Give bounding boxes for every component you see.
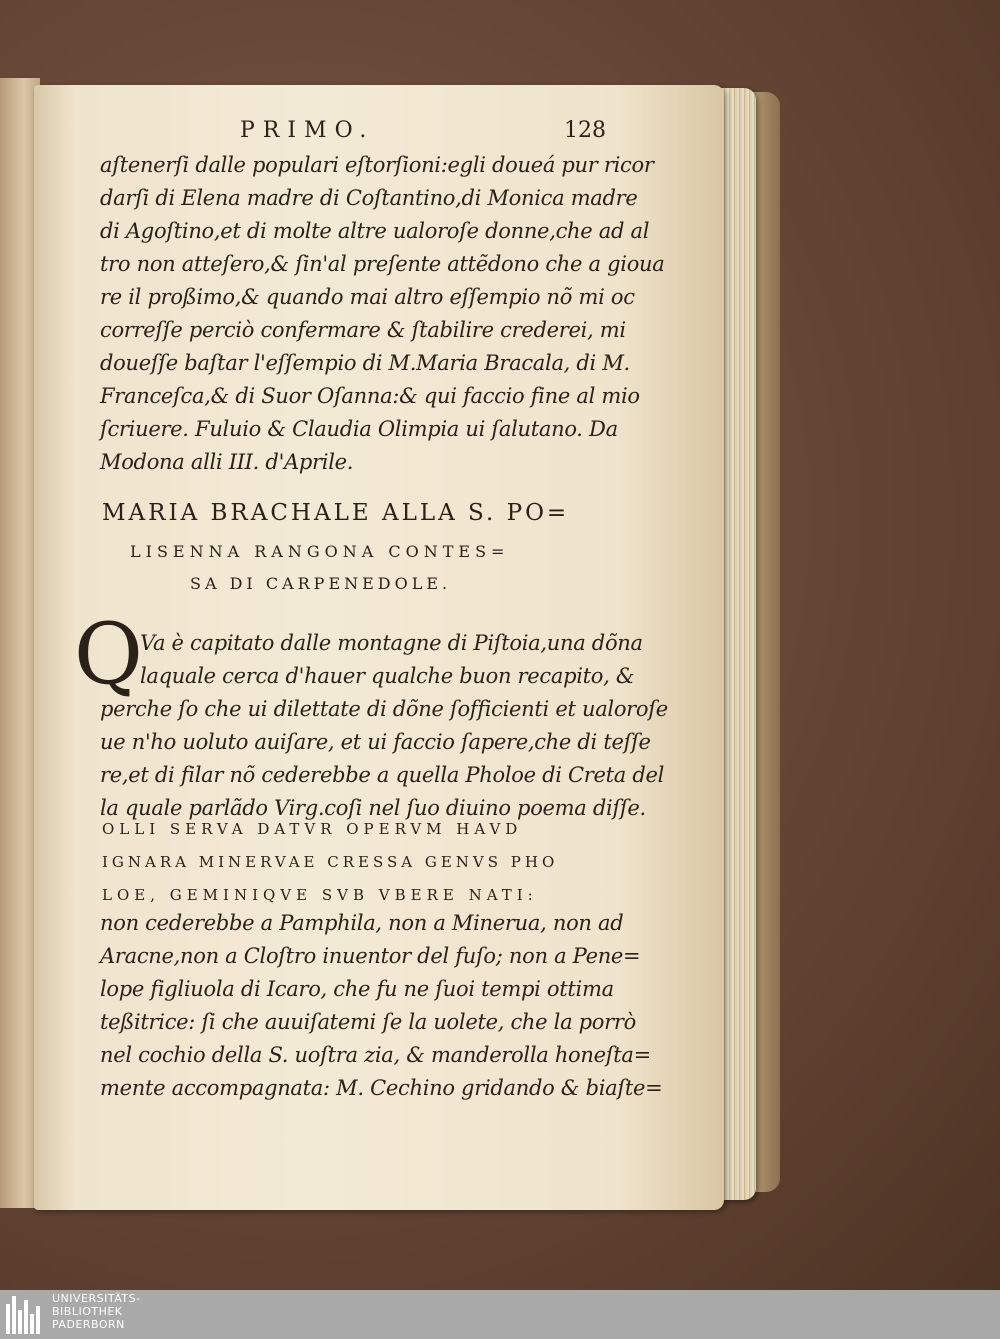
text-line: Aracne,non a Cloſtro inuentor del fuſo; non a Pene= [100, 944, 641, 968]
quote-line: OLLI SERVA DATVR OPERVM HAVD [102, 820, 523, 838]
text-line: tro non atteſero,& ſin'al preſente attẽdono che a gioua [100, 252, 665, 276]
letter-heading-line-1: MARIA BRACHALE ALLA S. PO= [102, 500, 570, 526]
library-name-line: PADERBORN [52, 1318, 125, 1331]
library-logo-icon [6, 1296, 44, 1334]
quote-line: LOE, GEMINIQVE SVB VBERE NATI: [102, 886, 538, 904]
text-line: re il proßimo,& quando mai altro eſſempio nõ mi oc [100, 285, 635, 309]
text-line: teßitrice: ſi che auuiſatemi ſe la uolete, che la porrò [100, 1010, 636, 1034]
text-line: aſtenerſi dalle populari eſtorſioni:egli doueá pur ricor [100, 153, 654, 177]
page-header [240, 118, 620, 148]
text-line: ſcriuere. Fuluio & Claudia Olimpia ui ſalutano. Da [100, 417, 618, 441]
text-line: ue n'ho uoluto auiſare, et ui faccio ſapere,che di teſſe [100, 730, 651, 754]
text-line: Modona alli III. d'Aprile. [100, 450, 354, 474]
text-line: correſſe perciò confermare & ſtabilire crederei, mi [100, 318, 626, 342]
text-line: Franceſca,& di Suor Oſanna:& qui faccio fine al mio [100, 384, 640, 408]
text-line: lope figliuola di Icaro, che fu ne ſuoi tempi ottima [100, 977, 614, 1001]
library-name-line: BIBLIOTHEK [52, 1305, 123, 1318]
library-name [52, 1292, 141, 1331]
library-name-line: UNIVERSITÄTS- [52, 1292, 141, 1305]
text-line: doueſſe baſtar l'eſſempio di M.Maria Bracala, di M. [100, 351, 630, 375]
text-line: perche ſo che ui dilettate di dõne ſofficienti et ualoroſe [100, 697, 668, 721]
text-line: nel cochio della S. uoſtra zia, & manderolla honeſta= [100, 1043, 651, 1067]
text-line: laquale cerca d'hauer qualche buon recapito, & [140, 664, 635, 688]
running-title: PRIMO. [240, 118, 375, 143]
drop-cap: Q [74, 605, 143, 703]
letter-heading-line-2: LISENNA RANGONA CONTES= [130, 542, 510, 561]
text-line: non cederebbe a Pamphila, non a Minerua, non ad [100, 911, 624, 935]
text-line: la quale parlãdo Virg.coſi nel ſuo diuino poema diſſe. [100, 796, 646, 820]
text-line: re,et di filar nõ cederebbe a quella Pholoe di Creta del [100, 763, 665, 787]
text-line: mente accompagnata: M. Cechino gridando & biaſte= [100, 1076, 663, 1100]
text-line: darſi di Elena madre di Coſtantino,di Monica madre [100, 186, 638, 210]
page-number: 128 [564, 118, 606, 143]
library-footer [0, 1290, 1000, 1339]
text-line: Va è capitato dalle montagne di Piſtoia,una dõna [140, 631, 643, 655]
text-line: di Agoſtino,et di molte altre ualoroſe donne,che ad al [100, 219, 650, 243]
letter-heading-line-3: SA DI CARPENEDOLE. [190, 574, 452, 593]
quote-line: IGNARA MINERVAE CRESSA GENVS PHO [102, 853, 559, 871]
